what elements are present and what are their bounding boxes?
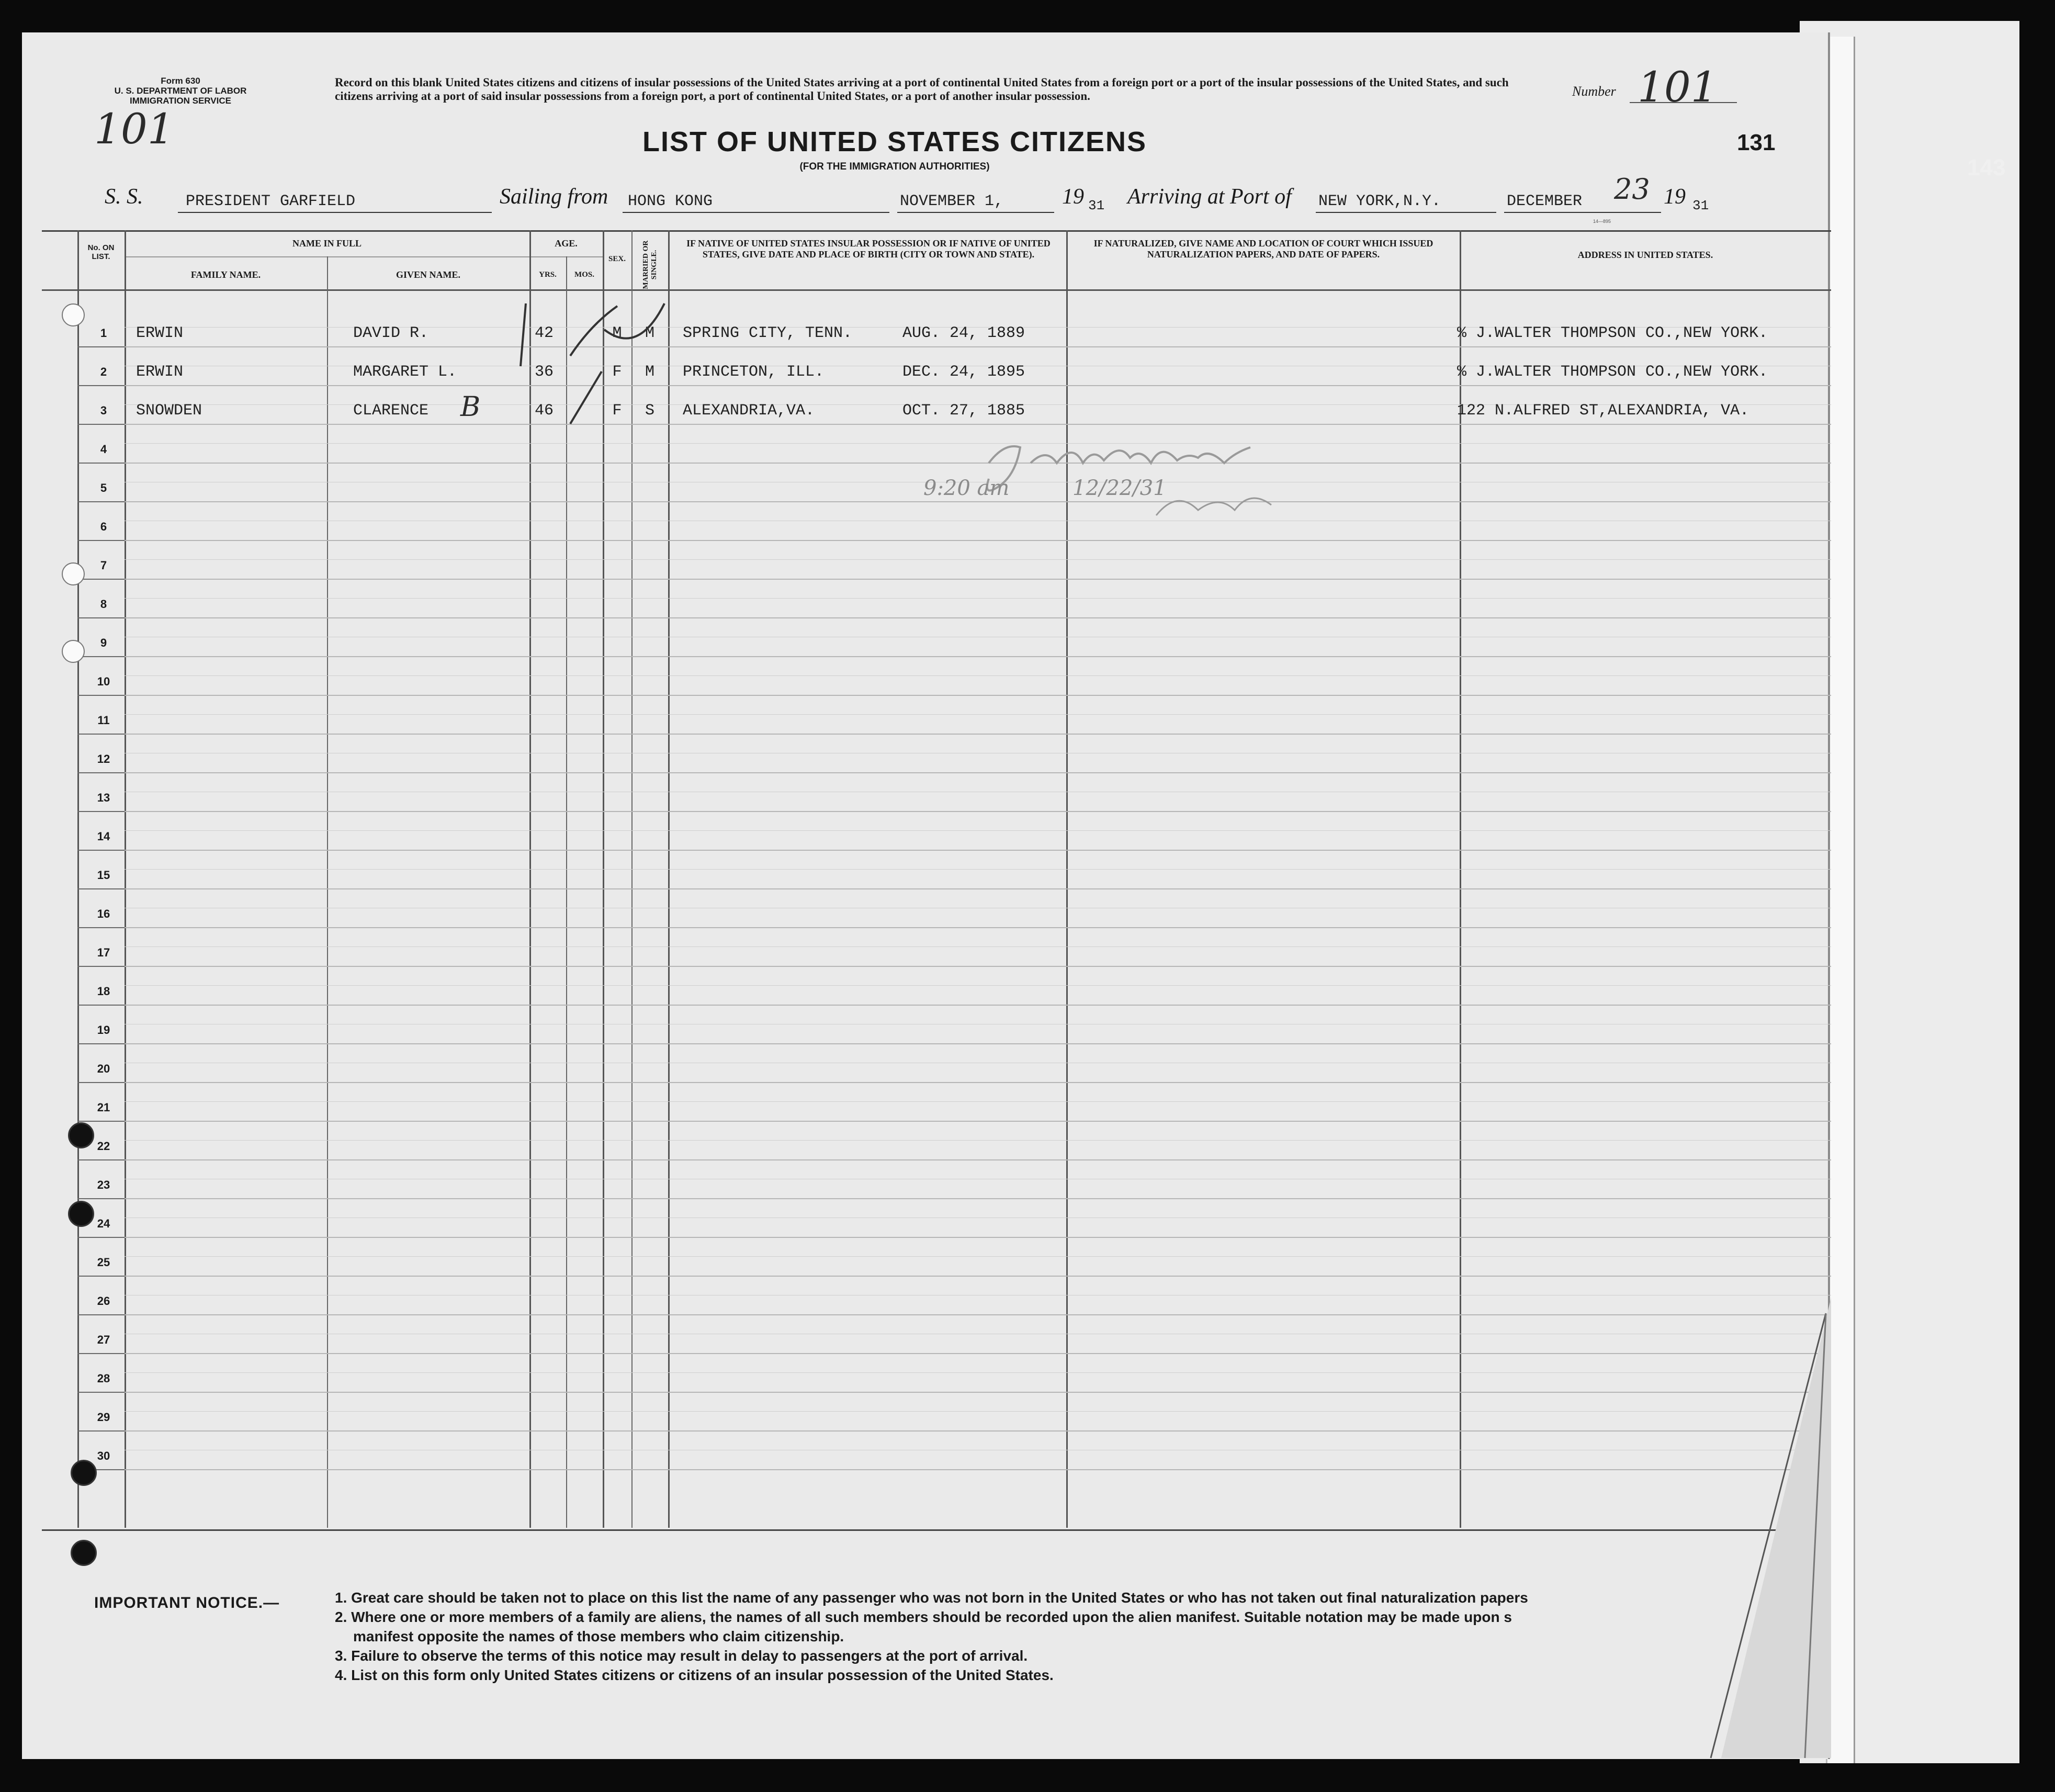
row-number: 11 (97, 714, 110, 727)
row-line (125, 1430, 1831, 1432)
arriving-year-prefix: 19 (1664, 185, 1686, 209)
arriving-date-underline (1504, 212, 1661, 213)
department: U. S. DEPARTMENT OF LABOR (114, 86, 247, 96)
sailing-date-underline (897, 212, 1054, 213)
family-name-cell: SNOWDEN (136, 402, 202, 420)
stamp-page: 131 (1737, 130, 1776, 155)
row-number: 10 (97, 675, 110, 688)
ship-label: S. S. (105, 185, 143, 209)
given-name-mark: B (460, 391, 481, 423)
given-name-cell: DAVID R. (353, 324, 429, 342)
row-number: 28 (97, 1372, 110, 1385)
ship-name: PRESIDENT GARFIELD (186, 193, 356, 210)
row-number: 22 (97, 1140, 110, 1153)
birthdate-cell: OCT. 27, 1885 (902, 402, 1025, 420)
row-line (125, 424, 1831, 425)
row-line (77, 617, 125, 618)
row-line (77, 1159, 125, 1160)
row-number: 8 (100, 598, 107, 611)
row-line (125, 579, 1831, 580)
binder-hole (71, 1460, 97, 1486)
row-number: 5 (100, 481, 107, 494)
row-line (77, 1198, 125, 1199)
given-name-cell: CLARENCE (353, 402, 429, 420)
row-line (125, 1392, 1831, 1393)
row-line (77, 1121, 125, 1122)
row-line (125, 811, 1831, 812)
col-age-header: AGE. (555, 238, 578, 249)
row-line (77, 463, 125, 464)
row-subline (125, 830, 1831, 831)
arriving-month: DECEMBER (1507, 193, 1583, 210)
row-line (125, 695, 1831, 696)
row-line (77, 1353, 125, 1354)
row-line (77, 850, 125, 851)
row-subline (125, 869, 1831, 870)
row-number: 13 (97, 791, 110, 804)
row-number: 27 (97, 1333, 110, 1346)
row-line (125, 734, 1831, 735)
row-line (77, 1005, 125, 1006)
row-number: 23 (97, 1178, 110, 1191)
row-number: 19 (97, 1023, 110, 1036)
row-number: 6 (100, 520, 107, 533)
row-subline (125, 675, 1831, 676)
row-line (125, 888, 1831, 889)
row-line (77, 888, 125, 889)
row-line (125, 772, 1831, 773)
arriving-port: NEW YORK,N.Y. (1318, 193, 1441, 210)
sailing-year: 31 (1088, 198, 1105, 213)
sailing-label: Sailing from (500, 185, 608, 209)
name-header-divider (125, 256, 572, 257)
row-number: 20 (97, 1062, 110, 1075)
stamp-page-back: 143 (1967, 155, 2006, 181)
birthplace-cell: SPRING CITY, TENN. (683, 324, 853, 342)
row-subline (125, 1256, 1831, 1257)
row-line (77, 734, 125, 735)
row-line (77, 1043, 125, 1044)
row-line (125, 1353, 1831, 1354)
row-line (125, 1198, 1831, 1199)
row-line (125, 1314, 1831, 1315)
row-number: 7 (100, 559, 107, 572)
col-rule (566, 256, 567, 1528)
row-number: 26 (97, 1294, 110, 1308)
row-subline (125, 946, 1831, 947)
check-mark (570, 371, 602, 424)
row-line (77, 1392, 125, 1393)
service: IMMIGRATION SERVICE (130, 96, 231, 106)
row-subline (125, 1372, 1831, 1373)
sailing-port: HONG KONG (628, 193, 713, 210)
row-subline (125, 714, 1831, 715)
instructions: Record on this blank United States citizens and citizens of insular possessions of the United States arriving at a port of continental United States from a foreign port or a port of the insular possessions of the United States, and such citizens arriving at a port of said insular possessions from a foreign port, a port of continental United States, or a port of another insular possession. (335, 76, 1509, 103)
row-subline (125, 1101, 1831, 1102)
signature-stroke (1156, 498, 1271, 515)
row-line (77, 966, 125, 967)
row-subline (125, 1140, 1831, 1141)
given-name-cell: MARGARET L. (353, 363, 457, 381)
row-number: 3 (100, 404, 107, 417)
row-line (125, 656, 1831, 657)
row-number: 1 (100, 326, 107, 340)
arriving-day: 23 (1614, 173, 1650, 206)
row-line (77, 656, 125, 657)
row-line (125, 1237, 1831, 1238)
col-rule (77, 230, 79, 1528)
row-line (77, 1430, 125, 1432)
row-line (125, 1276, 1831, 1277)
row-number: 9 (100, 636, 107, 649)
notice-item: 2. Where one or more members of a family are aliens, the names of all such members should be recorded upon the alien manifest. Suitable notation may be made upon s (335, 1609, 1512, 1625)
form-number: Form 630 (161, 76, 200, 86)
row-subline (125, 1411, 1831, 1412)
row-line (77, 1082, 125, 1083)
row-line (125, 966, 1831, 967)
binder-hole (71, 1540, 97, 1566)
date-note: 12/22/31 (1072, 476, 1167, 500)
row-line (77, 346, 125, 347)
row-number: 14 (97, 830, 110, 843)
col-naturalized-header: IF NATURALIZED, GIVE NAME AND LOCATION OF COURT WHICH ISSUED NATURALIZATION PAPERS, AND DATE OF PAPERS. (1093, 238, 1433, 260)
age-cell: 42 (535, 324, 554, 342)
notice-item: 3. Failure to observe the terms of this notice may result in delay to passengers at the port of arrival. (335, 1648, 1028, 1664)
row-line (77, 540, 125, 541)
sex-cell: M (612, 324, 622, 342)
row-subline (125, 559, 1831, 560)
row-line (77, 1276, 125, 1277)
row-line (125, 927, 1831, 928)
arriving-year: 31 (1692, 198, 1709, 213)
row-line (125, 850, 1831, 851)
col-rule (1066, 230, 1068, 1528)
row-line (125, 346, 1831, 347)
notice-item: manifest opposite the names of those members who claim citizenship. (353, 1628, 844, 1644)
row-number: 16 (97, 907, 110, 920)
age-cell: 46 (535, 402, 554, 420)
binder-hole (68, 1122, 94, 1148)
row-number: 18 (97, 985, 110, 998)
row-line (125, 1469, 1831, 1470)
col-family-header: FAMILY NAME. (190, 269, 261, 280)
number-label: Number (1572, 84, 1616, 99)
col-sex-header: SEX. (608, 255, 626, 263)
check-marks (513, 293, 680, 439)
age-cell: 36 (535, 363, 554, 381)
row-line (77, 424, 125, 425)
sex-cell: F (612, 363, 622, 381)
family-name-cell: ERWIN (136, 324, 184, 342)
sex-cell: F (612, 402, 622, 420)
col-rule (327, 256, 328, 1528)
row-line (77, 695, 125, 696)
binder-hole (62, 303, 85, 326)
row-number: 12 (97, 752, 110, 765)
row-number: 17 (97, 946, 110, 959)
row-line (125, 385, 1831, 386)
col-rule (1460, 230, 1461, 1528)
fold-edge (1669, 1303, 1836, 1763)
arriving-port-underline (1316, 212, 1496, 213)
row-number: 30 (97, 1449, 110, 1462)
row-number: 29 (97, 1411, 110, 1424)
birthplace-cell: PRINCETON, ILL. (683, 363, 825, 381)
row-line (125, 1005, 1831, 1006)
sailing-port-underline (623, 212, 889, 213)
row-line (77, 1237, 125, 1238)
check-mark (570, 306, 617, 356)
sailing-year-prefix: 19 (1062, 185, 1084, 209)
col-no-header: No. ON LIST. (87, 243, 115, 261)
row-line (77, 772, 125, 773)
married-cell: S (645, 402, 654, 420)
row-line (125, 1121, 1831, 1122)
family-name-cell: ERWIN (136, 363, 184, 381)
col-yrs-header: YRS. (539, 271, 557, 279)
row-line (125, 1043, 1831, 1044)
number-value: 101 (1638, 63, 1718, 111)
col-address-header: ADDRESS IN UNITED STATES. (1577, 250, 1713, 260)
binder-hole (68, 1201, 94, 1227)
handwritten-number: 101 (94, 105, 174, 153)
row-line (77, 1314, 125, 1315)
row-subline (125, 598, 1831, 599)
ship-underline (178, 212, 492, 213)
row-number: 2 (100, 365, 107, 378)
sailing-date: NOVEMBER 1, (900, 193, 1004, 210)
col-mos-header: MOS. (574, 271, 594, 279)
row-line (125, 540, 1831, 541)
row-line (77, 579, 125, 580)
row-line (125, 1159, 1831, 1160)
row-number: 15 (97, 869, 110, 882)
row-line (77, 811, 125, 812)
address-cell: 122 N.ALFRED ST,ALEXANDRIA, VA. (1457, 402, 1749, 420)
row-number: 25 (97, 1256, 110, 1269)
birthplace-cell: ALEXANDRIA,VA. (683, 402, 815, 420)
row-line (125, 617, 1831, 618)
col-birth-header: IF NATIVE OF UNITED STATES INSULAR POSSESSION OR IF NATIVE OF UNITED STATES, GIVE DATE AND PLACE OF BIRTH (CITY OR TOWN AND STATE). (686, 238, 1051, 260)
col-given-header: GIVEN NAME. (396, 269, 460, 280)
printer-mark: 14—895 (1593, 219, 1611, 224)
check-mark (521, 303, 526, 366)
col-rule (125, 230, 126, 1528)
form-info (68, 76, 293, 106)
birthdate-cell: DEC. 24, 1895 (902, 363, 1025, 381)
notice-item: 1. Great care should be taken not to place on this list the name of any passenger who was not born in the United States or who has not taken out final naturalization papers (335, 1590, 1528, 1606)
birthdate-cell: AUG. 24, 1889 (902, 324, 1025, 342)
row-line (125, 1082, 1831, 1083)
time-note: 9:20 am (923, 476, 1010, 500)
col-name-header: NAME IN FULL (292, 238, 362, 249)
header-divider (42, 289, 1831, 291)
married-cell: M (645, 324, 654, 342)
row-number: 24 (97, 1217, 110, 1230)
row-subline (125, 985, 1831, 986)
col-married-header: MARRIED OR SINGLE. (642, 240, 658, 289)
row-line (77, 927, 125, 928)
row-number: 4 (100, 443, 107, 456)
address-cell: % J.WALTER THOMPSON CO.,NEW YORK. (1457, 324, 1768, 342)
row-line (77, 385, 125, 386)
page-subtitle: (FOR THE IMMIGRATION AUTHORITIES) (799, 161, 990, 172)
binder-hole (62, 640, 85, 663)
manifest-table (42, 230, 1831, 1531)
row-number: 21 (97, 1101, 110, 1114)
binder-hole (62, 562, 85, 585)
row-line (77, 501, 125, 502)
address-cell: % J.WALTER THOMPSON CO.,NEW YORK. (1457, 363, 1768, 381)
page-title: LIST OF UNITED STATES CITIZENS (642, 126, 1147, 157)
married-cell: M (645, 363, 654, 381)
arriving-label: Arriving at Port of (1127, 185, 1292, 209)
notice-item: 4. List on this form only United States citizens or citizens of an insular possession of the United States. (335, 1667, 1054, 1683)
notice-label: IMPORTANT NOTICE.— (94, 1594, 280, 1611)
